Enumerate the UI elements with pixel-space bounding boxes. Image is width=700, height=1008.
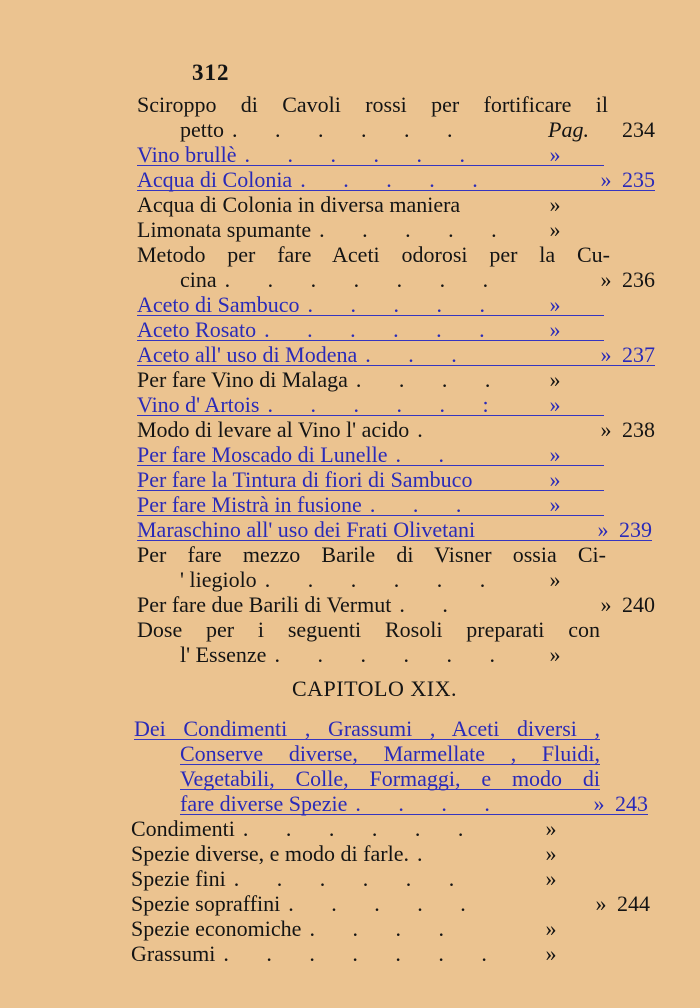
entry-title: Per fare la Tintura di fiori di Sambuco xyxy=(137,467,473,492)
entry-title: Metodo per fare Aceti odorosi per la Cu- xyxy=(137,242,610,267)
index-entry[interactable] xyxy=(180,766,600,790)
entry-title: ' liegiolo xyxy=(180,567,257,592)
page-ref: 237 xyxy=(622,342,655,367)
leader-dots: . . . . . xyxy=(300,167,494,192)
entry-title: Dei Condimenti , Grassumi , Aceti diversi , xyxy=(134,716,600,741)
leader-dots: . . . . . xyxy=(319,217,513,242)
leader-dots: . xyxy=(416,841,439,866)
ditto-mark: » xyxy=(600,167,612,192)
index-entry[interactable] xyxy=(137,292,604,316)
index-entry[interactable] xyxy=(180,741,600,765)
ditto-mark: » xyxy=(549,467,561,492)
entry-title: Per fare Mistrà in fusione xyxy=(137,492,362,517)
index-entry xyxy=(131,916,600,942)
index-entry xyxy=(131,841,600,867)
entry-title: Per fare mezzo Barile di Visner ossia Ci- xyxy=(137,542,606,567)
index-entry xyxy=(137,542,606,568)
entry-title: Spezie diverse, e modo di farle. xyxy=(131,841,409,866)
page-number: 312 xyxy=(192,60,230,85)
entry-title: Aceto Rosato xyxy=(137,317,257,342)
index-entry xyxy=(131,816,600,842)
leader-dots: . . . . . . xyxy=(232,117,469,142)
leader-dots: . . . . . xyxy=(288,891,482,916)
leader-dots: . . . . . . xyxy=(242,816,480,841)
index-entry[interactable] xyxy=(137,517,652,541)
index-entry[interactable] xyxy=(137,392,604,416)
entry-title: Vegetabili, Colle, Formaggi, e modo di xyxy=(180,766,600,791)
ditto-mark: » xyxy=(600,417,612,442)
entry-title: fare diverse Spezie xyxy=(180,791,348,816)
ditto-mark: » xyxy=(597,517,609,542)
leader-dots: . . xyxy=(395,442,460,467)
index-entry[interactable] xyxy=(137,492,604,516)
index-entry xyxy=(131,866,600,892)
entry-title: Vino brullè xyxy=(137,142,237,167)
leader-dots: . . . . . . xyxy=(274,642,511,667)
index-entry xyxy=(131,941,600,967)
entry-title: Dose per i seguenti Rosoli preparati con xyxy=(137,617,600,642)
leader-dots: . . . . . . xyxy=(244,142,481,167)
ditto-mark: » xyxy=(549,217,561,242)
ditto-mark: » xyxy=(595,891,607,916)
index-entry[interactable] xyxy=(137,342,655,366)
ditto-mark: » xyxy=(549,392,561,417)
index-entry xyxy=(137,217,604,243)
ditto-mark: » xyxy=(600,592,612,617)
page-ref: 244 xyxy=(617,891,650,916)
index-entry[interactable] xyxy=(137,317,604,341)
entry-title: Maraschino all' uso dei Frati Olivetani xyxy=(137,517,476,542)
leader-dots: . . . . . . xyxy=(264,317,501,342)
ditto-mark: » xyxy=(545,841,557,866)
entry-title: Acqua di Colonia in diversa maniera xyxy=(137,192,461,217)
index-entry xyxy=(131,891,650,917)
entry-title: Vino d' Artois xyxy=(137,392,260,417)
leader-dots: . . . xyxy=(365,342,473,367)
index-entry[interactable] xyxy=(137,167,655,191)
index-entry xyxy=(137,92,608,118)
page-ref: 238 xyxy=(622,417,655,442)
leader-dots: . . . . xyxy=(355,367,507,392)
entry-title: l' Essenze xyxy=(180,642,267,667)
leader-dots: . . . . . xyxy=(307,292,502,317)
entry-title: Spezie fini xyxy=(131,866,226,891)
index-entry[interactable] xyxy=(137,442,604,466)
entry-title: Grassumi xyxy=(131,941,216,966)
index-entry[interactable] xyxy=(137,467,604,491)
index-entry[interactable] xyxy=(180,791,648,815)
page-ref: 236 xyxy=(622,267,655,292)
entry-title: Spezie sopraffini xyxy=(131,891,281,916)
entry-title: Conserve diverse, Marmellate , Fluidi, xyxy=(180,741,600,766)
entry-title: Per fare Moscado di Lunelle xyxy=(137,442,388,467)
entry-title: Condimenti xyxy=(131,816,235,841)
page-ref: 239 xyxy=(619,517,652,542)
ditto-mark: » xyxy=(549,367,561,392)
index-entry xyxy=(137,592,655,618)
leader-dots: . . . xyxy=(369,492,478,517)
ditto-mark: » xyxy=(549,642,561,667)
page-ref: 240 xyxy=(622,592,655,617)
ditto-mark: » xyxy=(545,816,557,841)
entry-title: Limonata spumante xyxy=(137,217,312,242)
index-entry xyxy=(180,567,604,593)
ditto-mark: » xyxy=(545,866,557,891)
entry-title: Aceto all' uso di Modena xyxy=(137,342,358,367)
index-entry xyxy=(137,367,604,393)
leader-dots: . . . . . . xyxy=(264,567,502,592)
entry-title: Per fare Vino di Malaga xyxy=(137,367,348,392)
entry-title: Sciroppo di Cavoli rossi per fortificare il xyxy=(137,92,608,117)
page-ref: 234 xyxy=(622,117,655,142)
ditto-mark: » xyxy=(600,267,612,292)
leader-dots: . . . . . . xyxy=(233,866,471,891)
ditto-mark: » xyxy=(593,791,605,816)
ditto-mark: » xyxy=(600,342,612,367)
ditto-mark: » xyxy=(549,492,561,517)
index-entry[interactable] xyxy=(134,716,600,740)
leader-dots: . . . . xyxy=(355,791,506,816)
entry-title: Per fare due Barili di Vermut xyxy=(137,592,392,617)
entry-title: Spezie economiche xyxy=(131,916,302,941)
leader-dots: . . xyxy=(399,592,464,617)
index-entry[interactable] xyxy=(137,142,604,166)
entry-title: Aceto di Sambuco xyxy=(137,292,300,317)
ditto-mark: » xyxy=(549,192,561,217)
leader-dots: . . . . . . . xyxy=(223,941,503,966)
index-entry xyxy=(180,267,655,293)
entry-title: Acqua di Colonia xyxy=(137,167,293,192)
page-label: Pag. xyxy=(548,117,589,142)
ditto-mark: » xyxy=(549,567,561,592)
leader-dots: . xyxy=(417,417,439,442)
ditto-mark: » xyxy=(549,317,561,342)
index-entry xyxy=(137,417,655,443)
ditto-mark: » xyxy=(549,142,561,167)
chapter-heading: CAPITOLO XIX. xyxy=(292,676,457,701)
page-ref: 243 xyxy=(615,791,648,816)
index-entry xyxy=(137,242,610,268)
entry-title: Modo di levare al Vino l' acido xyxy=(137,417,410,442)
index-entry xyxy=(180,642,604,668)
leader-dots: . . . . xyxy=(309,916,460,941)
entry-title: cina xyxy=(180,267,217,292)
index-entry xyxy=(180,117,655,143)
ditto-mark: » xyxy=(545,941,557,966)
ditto-mark: » xyxy=(549,442,561,467)
index-entry xyxy=(137,192,604,218)
index-entry xyxy=(137,617,600,643)
ditto-mark: » xyxy=(545,916,557,941)
page-ref: 235 xyxy=(622,167,655,192)
leader-dots: . . . . . . . xyxy=(224,267,505,292)
entry-title: petto xyxy=(180,117,224,142)
ditto-mark: » xyxy=(549,292,561,317)
leader-dots: . . . . . : xyxy=(267,392,505,417)
